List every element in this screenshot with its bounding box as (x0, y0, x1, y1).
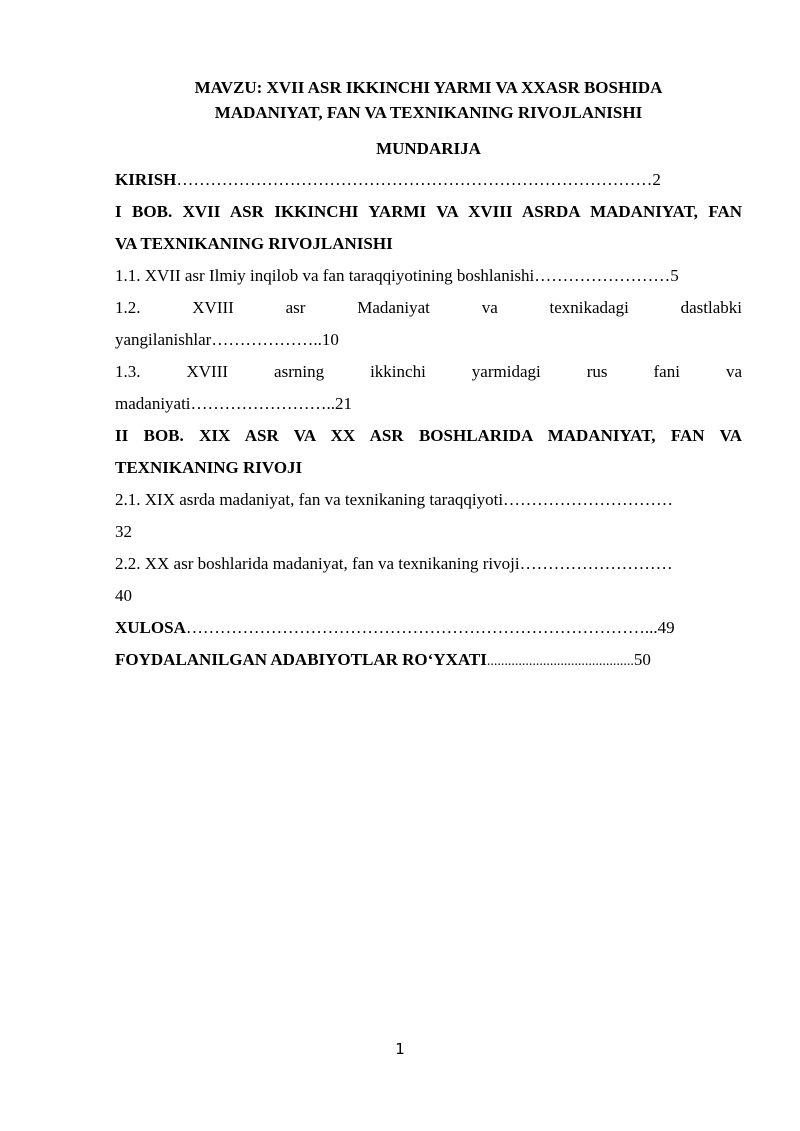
page-number: 1 (395, 1040, 405, 1058)
toc-entry-adabiyotlar (115, 644, 742, 678)
toc-chapter-1-line-2: VA TEXNIKANING RIVOJLANISHI (115, 234, 393, 253)
toc-leader-dots: ………………………………………………………………………… (176, 170, 653, 189)
toc-entry-1-2-line-1: 1.2. XVIII asr Madaniyat va texnikadagi dastlabki (115, 298, 742, 317)
toc-entry-label: yangilanishlar (115, 330, 212, 349)
toc-leader-dots: ………………………………………………………………………... (185, 618, 658, 637)
toc-entry-1-1 (115, 260, 742, 292)
toc-entry-label: madaniyati (115, 394, 191, 413)
toc-chapter-2-line-2: TEXNIKANING RIVOJI (115, 458, 303, 477)
toc-entry-2-2-page: 40 (115, 586, 132, 605)
toc-chapter-2-line-1: II BOB. XIX ASR VA XX ASR BOSHLARIDA MADANIYAT, FAN VA (115, 426, 742, 445)
toc-entry-2-1-page: 32 (115, 522, 132, 541)
toc-leader-dots: ……………….. (211, 330, 322, 349)
title-line-1: MAVZU: XVII ASR IKKINCHI YARMI VA XXASR BOSHIDA (194, 78, 663, 97)
toc-leader-dots: …………………….. (190, 394, 336, 413)
toc-entry-1-2-line-2 (115, 324, 742, 356)
toc-entry-2-2-line-1: 2.2. XX asr boshlarida madaniyat, fan va texnikaning rivoji……………………… (115, 554, 673, 573)
toc-page-number: 10 (321, 330, 339, 349)
toc-heading: MUNDARIJA (376, 139, 481, 158)
table-of-contents (115, 164, 742, 678)
document-title (115, 75, 742, 125)
toc-entry-kirish (115, 164, 742, 196)
toc-entry-label: 1.1. XVII asr Ilmiy inqilob va fan taraqqiyotining boshlanishi (115, 266, 535, 285)
toc-page-number: 5 (670, 266, 679, 285)
toc-chapter-1-line-1: I BOB. XVII ASR IKKINCHI YARMI VA XVIII ASRDA MADANIYAT, FAN (115, 202, 742, 221)
toc-leader-dots: …………………… (534, 266, 671, 285)
toc-entry-xulosa (115, 612, 742, 644)
toc-entry-2-1-line-1: 2.1. XIX asrda madaniyat, fan va texnikaning taraqqiyoti………………………… (115, 490, 674, 509)
toc-entry-label: XULOSA (115, 618, 186, 637)
document-page (115, 75, 742, 678)
toc-page-number: 50 (633, 650, 651, 669)
toc-entry-label: KIRISH (115, 170, 177, 189)
title-line-2: MADANIYAT, FAN VA TEXNIKANING RIVOJLANISHI (214, 103, 643, 122)
toc-leader-dots: .......................................... (486, 654, 634, 669)
toc-page-number: 21 (335, 394, 353, 413)
toc-entry-label: FOYDALANILGAN ADABIYOTLAR RO‘YXATI (115, 650, 487, 669)
toc-entry-1-3-line-2 (115, 388, 742, 420)
toc-entry-1-3-line-1: 1.3. XVIII asrning ikkinchi yarmidagi rus fani va (115, 362, 742, 381)
toc-page-number: 2 (652, 170, 661, 189)
toc-page-number: 49 (657, 618, 675, 637)
